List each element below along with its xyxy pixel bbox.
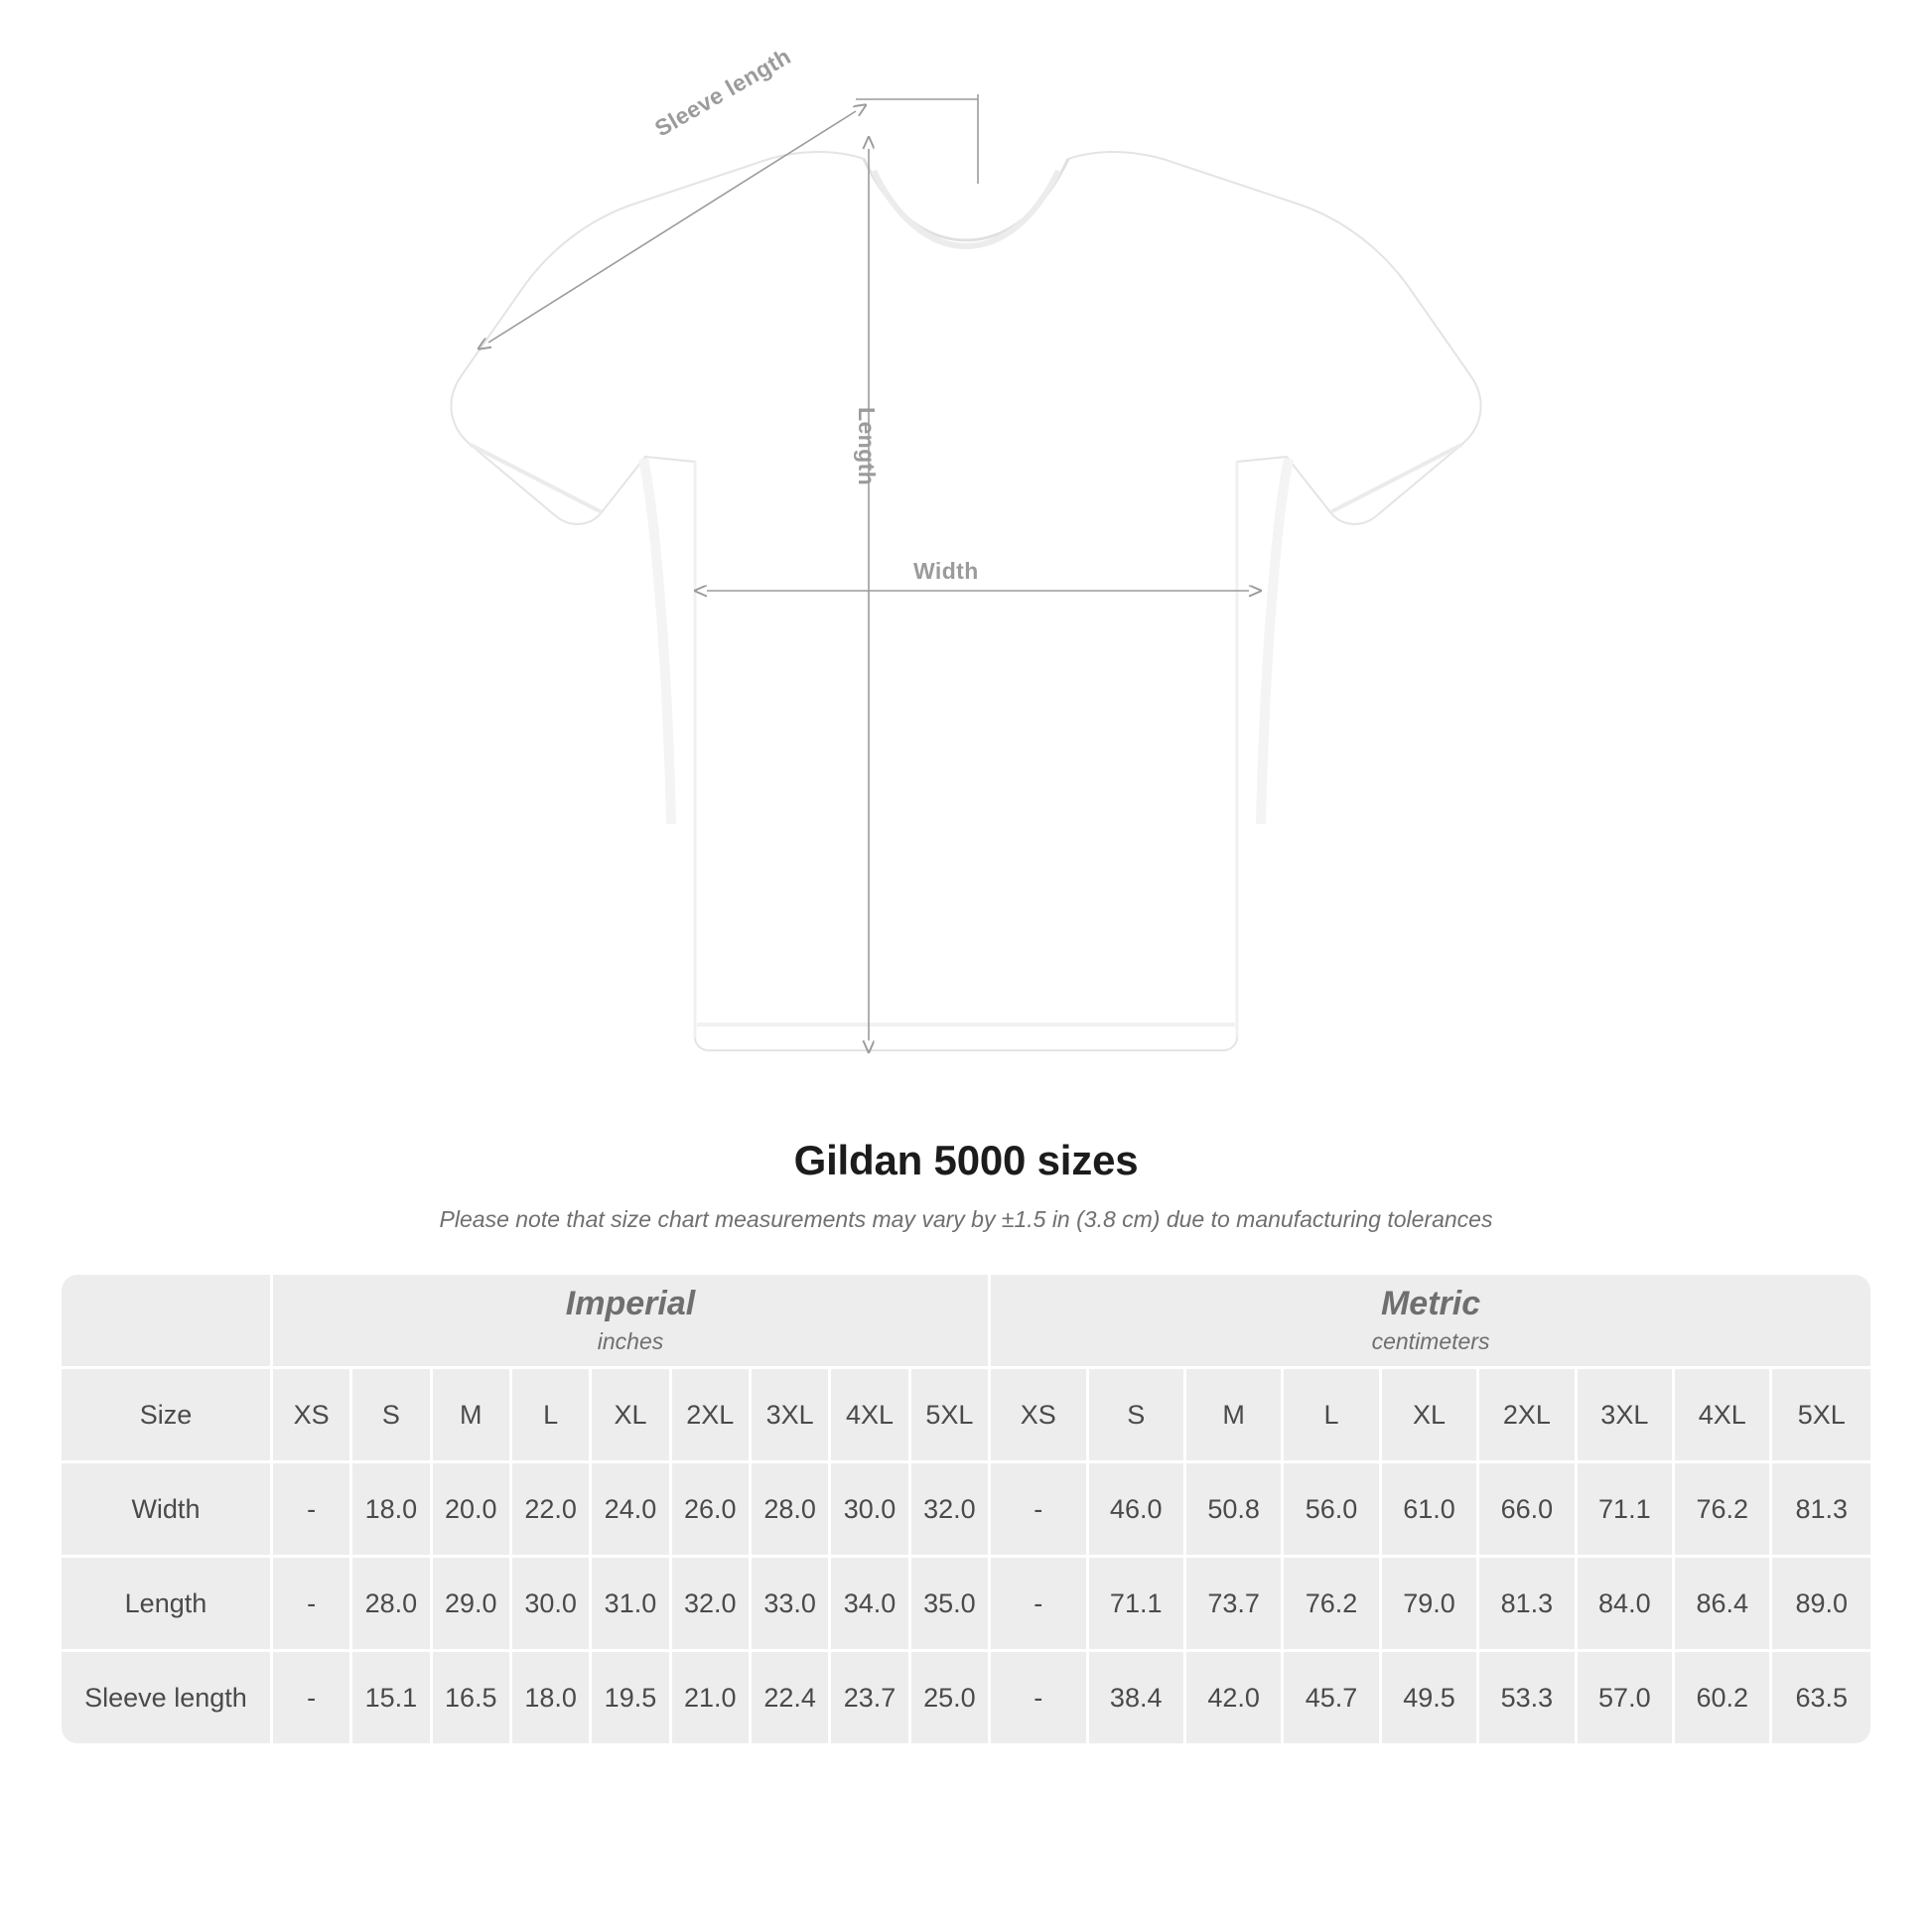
size-header-metric-s: S — [1089, 1369, 1186, 1463]
cell-length-imperial-2xl: 32.0 — [672, 1558, 752, 1652]
cell-sleeve-metric-m: 42.0 — [1186, 1652, 1284, 1743]
size-chart-table — [62, 1275, 1870, 1743]
cell-width-metric-2xl: 66.0 — [1479, 1463, 1577, 1558]
unit-group-row — [62, 1275, 1870, 1369]
cell-sleeve-imperial-s: 15.1 — [352, 1652, 432, 1743]
page-title: Gildan 5000 sizes — [793, 1137, 1139, 1183]
unit-group-metric — [991, 1275, 1870, 1369]
tshirt-shape — [451, 152, 1480, 1050]
cell-width-imperial-xs: - — [273, 1463, 352, 1558]
cell-length-metric-l: 76.2 — [1284, 1558, 1381, 1652]
size-header-imperial-s: S — [352, 1369, 432, 1463]
cell-width-metric-l: 56.0 — [1284, 1463, 1381, 1558]
measurement-note: Please note that size chart measurements may vary by ±1.5 in (3.8 cm) due to manufacturing tolerances — [439, 1206, 1493, 1232]
unit-group-imperial — [273, 1275, 991, 1369]
cell-width-metric-5xl: 81.3 — [1772, 1463, 1870, 1558]
row-label-width: Width — [62, 1463, 273, 1558]
cell-width-metric-s: 46.0 — [1089, 1463, 1186, 1558]
cell-sleeve-imperial-xl: 19.5 — [592, 1652, 671, 1743]
cell-length-imperial-m: 29.0 — [433, 1558, 512, 1652]
cell-length-imperial-s: 28.0 — [352, 1558, 432, 1652]
size-header-metric-4xl: 4XL — [1675, 1369, 1772, 1463]
cell-sleeve-imperial-2xl: 21.0 — [672, 1652, 752, 1743]
cell-width-imperial-4xl: 30.0 — [831, 1463, 910, 1558]
cell-sleeve-metric-5xl: 63.5 — [1772, 1652, 1870, 1743]
size-header-imperial-xl: XL — [592, 1369, 671, 1463]
cell-sleeve-imperial-l: 18.0 — [512, 1652, 592, 1743]
unit-group-metric-sub: centimeters — [1371, 1328, 1490, 1354]
cell-length-metric-2xl: 81.3 — [1479, 1558, 1577, 1652]
unit-group-blank — [62, 1275, 273, 1369]
row-label-length: Length — [62, 1558, 273, 1652]
cell-width-imperial-2xl: 26.0 — [672, 1463, 752, 1558]
size-header-metric-3xl: 3XL — [1578, 1369, 1675, 1463]
unit-group-metric-name: Metric — [1380, 1284, 1481, 1322]
size-header-imperial-3xl: 3XL — [752, 1369, 831, 1463]
size-header: Size — [62, 1369, 273, 1463]
table-row — [62, 1558, 1870, 1652]
cell-length-imperial-xs: - — [273, 1558, 352, 1652]
size-header-metric-l: L — [1284, 1369, 1381, 1463]
cell-width-imperial-s: 18.0 — [352, 1463, 432, 1558]
size-header-metric-xl: XL — [1382, 1369, 1479, 1463]
cell-sleeve-metric-4xl: 60.2 — [1675, 1652, 1772, 1743]
cell-width-imperial-l: 22.0 — [512, 1463, 592, 1558]
cell-sleeve-imperial-3xl: 22.4 — [752, 1652, 831, 1743]
table-row — [62, 1652, 1870, 1743]
cell-width-imperial-m: 20.0 — [433, 1463, 512, 1558]
cell-width-metric-4xl: 76.2 — [1675, 1463, 1772, 1558]
cell-width-imperial-5xl: 32.0 — [911, 1463, 991, 1558]
cell-length-imperial-3xl: 33.0 — [752, 1558, 831, 1652]
cell-sleeve-imperial-5xl: 25.0 — [911, 1652, 991, 1743]
cell-width-imperial-xl: 24.0 — [592, 1463, 671, 1558]
size-header-imperial-m: M — [433, 1369, 512, 1463]
cell-sleeve-imperial-4xl: 23.7 — [831, 1652, 910, 1743]
cell-width-metric-m: 50.8 — [1186, 1463, 1284, 1558]
size-header-imperial-xs: XS — [273, 1369, 352, 1463]
title-block — [0, 1137, 1932, 1233]
unit-group-imperial-sub: inches — [597, 1328, 664, 1354]
size-header-row — [62, 1369, 1870, 1463]
cell-length-metric-s: 71.1 — [1089, 1558, 1186, 1652]
size-header-metric-5xl: 5XL — [1772, 1369, 1870, 1463]
cell-sleeve-metric-3xl: 57.0 — [1578, 1652, 1675, 1743]
cell-length-metric-xl: 79.0 — [1382, 1558, 1479, 1652]
cell-width-metric-xs: - — [991, 1463, 1088, 1558]
length-label: Length — [854, 407, 880, 486]
sleeve-length-label: Sleeve length — [650, 43, 795, 142]
size-header-metric-m: M — [1186, 1369, 1284, 1463]
cell-sleeve-imperial-xs: - — [273, 1652, 352, 1743]
width-label: Width — [913, 558, 979, 584]
cell-sleeve-metric-l: 45.7 — [1284, 1652, 1381, 1743]
cell-sleeve-metric-s: 38.4 — [1089, 1652, 1186, 1743]
size-header-imperial-5xl: 5XL — [911, 1369, 991, 1463]
size-chart-table-wrapper — [62, 1275, 1870, 1743]
cell-length-imperial-4xl: 34.0 — [831, 1558, 910, 1652]
size-header-imperial-2xl: 2XL — [672, 1369, 752, 1463]
cell-length-metric-xs: - — [991, 1558, 1088, 1652]
cell-length-imperial-l: 30.0 — [512, 1558, 592, 1652]
cell-sleeve-metric-2xl: 53.3 — [1479, 1652, 1577, 1743]
unit-group-imperial-name: Imperial — [565, 1284, 696, 1322]
cell-length-metric-3xl: 84.0 — [1578, 1558, 1675, 1652]
cell-length-metric-m: 73.7 — [1186, 1558, 1284, 1652]
cell-width-metric-3xl: 71.1 — [1578, 1463, 1675, 1558]
cell-length-metric-4xl: 86.4 — [1675, 1558, 1772, 1652]
size-header-imperial-l: L — [512, 1369, 592, 1463]
row-label-sleeve-length: Sleeve length — [62, 1652, 273, 1743]
cell-width-metric-xl: 61.0 — [1382, 1463, 1479, 1558]
size-header-imperial-4xl: 4XL — [831, 1369, 910, 1463]
cell-length-imperial-xl: 31.0 — [592, 1558, 671, 1652]
cell-sleeve-metric-xl: 49.5 — [1382, 1652, 1479, 1743]
cell-width-imperial-3xl: 28.0 — [752, 1463, 831, 1558]
table-row — [62, 1463, 1870, 1558]
size-header-metric-xs: XS — [991, 1369, 1088, 1463]
cell-length-imperial-5xl: 35.0 — [911, 1558, 991, 1652]
size-header-metric-2xl: 2XL — [1479, 1369, 1577, 1463]
cell-sleeve-imperial-m: 16.5 — [433, 1652, 512, 1743]
cell-length-metric-5xl: 89.0 — [1772, 1558, 1870, 1652]
cell-sleeve-metric-xs: - — [991, 1652, 1088, 1743]
